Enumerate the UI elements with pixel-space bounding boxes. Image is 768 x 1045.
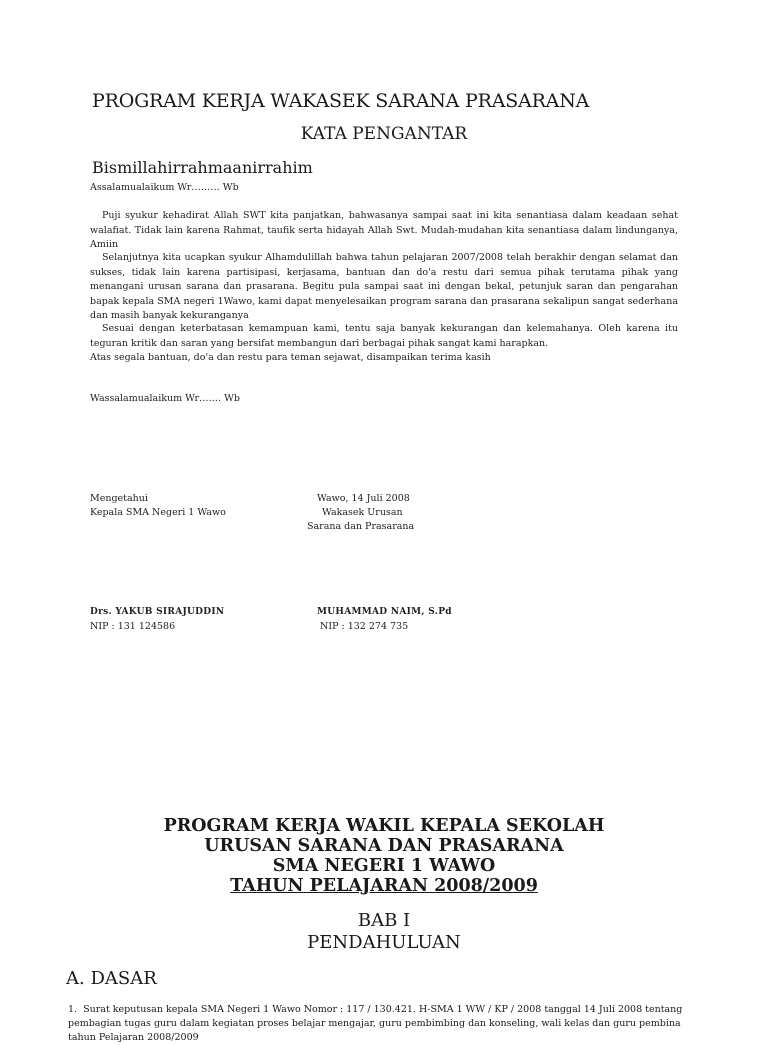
paragraph-2-text: Selanjutnya kita ucapkan syukur Alhamdulillah bahwa tahun pelajaran 2007/2008 telah berakhir dengan selamat dan sukses, tidak lain karena partisipasi, kerjasama, bantuan dan do'a restu dari semua pihak terutama pihak yang menangani urusan sarana dan prasarana. Begitu pula sampai saat ini dengan bekal, petunjuk saran dan pengarahan bapak kepala SMA negeri 1Wawo, kami dapat menyelesaikan program sarana dan prasarana sekalipun sangat sederhana dan masih banyak kekuranganya bbox=[90, 252, 678, 321]
sig-left-name bbox=[90, 605, 224, 619]
bismillah-text: Bismillahirrahmaanirrahim bbox=[92, 158, 313, 177]
page-title: PROGRAM KERJA WAKASEK SARANA PRASARANA bbox=[92, 90, 590, 112]
sig-left-line2: Kepala SMA Negeri 1 Wawo bbox=[90, 507, 226, 518]
paragraph-1 bbox=[90, 209, 678, 253]
dasar-item-1-text: Surat keputusan kepala SMA Negeri 1 Wawo Nomor : 117 / 130.421. H-SMA 1 WW / KP / 2008 tanggal 14 Juli 2008 tentang pembagian tugas guru dalam kegiatan proses belajar mengajar, guru pembimbing dan konseling, wali kelas dan guru pembina tahun Pelajaran 2008/2009 bbox=[68, 1004, 683, 1043]
paragraph-3 bbox=[90, 322, 678, 366]
program-title-4-text: TAHUN PELAJARAN 2008/2009 bbox=[230, 876, 538, 896]
program-title-3: SMA NEGERI 1 WAWO bbox=[272, 856, 496, 876]
sig-right-line2: Wakasek Urusan bbox=[322, 507, 403, 518]
program-title-4 bbox=[0, 876, 768, 896]
paragraph-3-text: Sesuai dengan keterbatasan kemampuan kami, tentu saja banyak kekurangan dan kelemahanya. Oleh karena itu teguran kritik dan saran yang bersifat membangun dari berbagai pihak sangat kami harapkan. bbox=[90, 323, 678, 349]
bab-number: BAB I bbox=[357, 910, 411, 931]
sig-left-name-text: Drs. YAKUB SIRAJUDDIN bbox=[90, 607, 225, 617]
sig-right-line1: Wawo, 14 Juli 2008 bbox=[317, 493, 410, 504]
sig-right-line3: Sarana dan Prasarana bbox=[307, 521, 415, 532]
salam-close: Wassalamualaikum Wr……. Wb bbox=[90, 393, 240, 404]
salam-open: Assalamualaikum Wr……… Wb bbox=[90, 182, 239, 193]
bab-title: PENDAHULUAN bbox=[307, 932, 461, 953]
sig-right-nip: NIP : 132 274 735 bbox=[320, 621, 409, 632]
program-title-2: URUSAN SARANA DAN PRASARANA bbox=[204, 836, 564, 856]
sig-right-name-text: MUHAMMAD NAIM, S.Pd bbox=[317, 607, 452, 617]
sig-left-nip: NIP : 131 124586 bbox=[90, 621, 176, 632]
dasar-heading: A. DASAR bbox=[66, 968, 157, 989]
paragraph-1-text: Puji syukur kehadirat Allah SWT kita panjatkan, bahwasanya sampai saat ini kita senantiasa dalam keadaan sehat walafiat. Tidak lain karena Rahmat, taufik serta hidayah Allah Swt. Mudah-mudahan kita senantiasa dalam lindunganya, Amiin bbox=[90, 210, 678, 250]
program-title-1: PROGRAM KERJA WAKIL KEPALA SEKOLAH bbox=[163, 816, 605, 836]
paragraph-2 bbox=[90, 251, 678, 324]
section-title: KATA PENGANTAR bbox=[300, 124, 468, 144]
closing-line: Atas segala bantuan, do'a dan restu para teman sejawat, disampaikan terima kasih bbox=[90, 352, 491, 363]
sig-right-name bbox=[317, 605, 452, 619]
dasar-item-1 bbox=[68, 1003, 688, 1045]
dasar-item-1-marker: 1. bbox=[68, 1004, 78, 1015]
sig-left-line1: Mengetahui bbox=[90, 493, 148, 504]
